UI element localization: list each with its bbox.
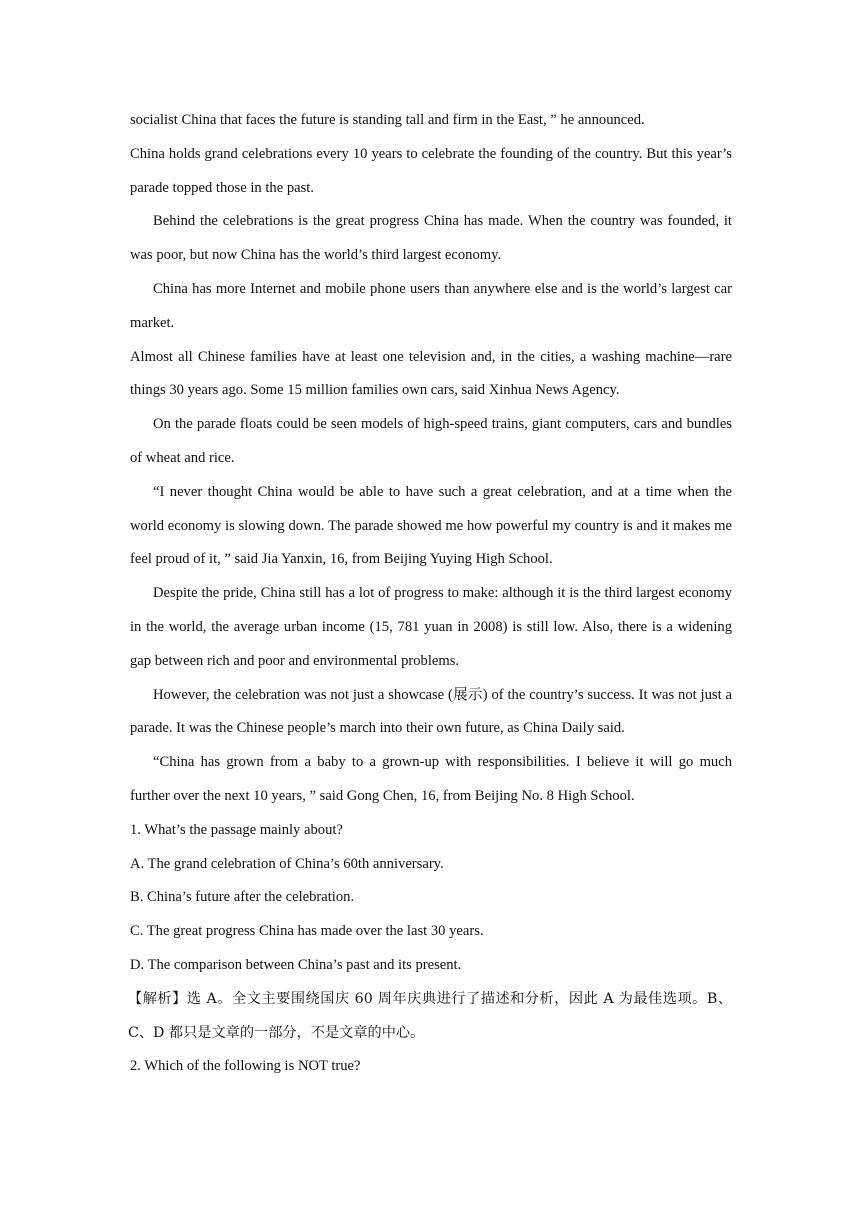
passage [130, 104, 732, 814]
passage-paragraph: However, the celebration was not just a showcase (展示) of the country’s success. It was not just a parade. It was the Chinese people’s march into their own future, as China Daily said. [130, 686, 732, 737]
option-d: D. The comparison between China’s past and its present. [130, 956, 462, 973]
passage-paragraph: Despite the pride, China still has a lot of progress to make: although it is the third largest economy in the world, the average urban income (15, 781 yuan in 2008) is still low. Also, there is a widening gap between rich and poor and environmental problems. [130, 585, 732, 669]
passage-paragraph: China has more Internet and mobile phone users than anywhere else and is the world’s largest car market. [130, 280, 732, 331]
answer-analysis: 【解析】选 A。全文主要围绕国庆 60 周年庆典进行了描述和分析，因此 A 为最佳选项。B、C、D 都只是文章的一部分，不是文章的中心。 [128, 990, 732, 1041]
passage-paragraph: “I never thought China would be able to have such a great celebration, and at a time when the world economy is slowing down. The parade showed me how powerful my country is and it makes me feel proud of it, ” said Jia Yanxin, 16, from Beijing Yuying High School. [130, 483, 732, 568]
option-a: A. The grand celebration of China’s 60th anniversary. [130, 855, 444, 872]
passage-paragraph: Almost all Chinese families have at least one television and, in the cities, a washing machine—rare things 30 years ago. Some 15 million families own cars, said Xinhua News Agency. [130, 348, 732, 399]
passage-paragraph: socialist China that faces the future is standing tall and firm in the East, ” he announced. [130, 112, 645, 128]
passage-paragraph: China holds grand celebrations every 10 years to celebrate the founding of the country. But this year’s parade topped those in the past. [130, 145, 732, 196]
passage-paragraph: Behind the celebrations is the great progress China has made. When the country was founded, it was poor, but now China has the world’s third largest economy. [130, 213, 732, 264]
passage-paragraph: “China has grown from a baby to a grown-up with responsibilities. I believe it will go much further over the next 10 years, ” said Gong Chen, 16, from Beijing No. 8 High School. [130, 754, 732, 804]
option-b: B. China’s future after the celebration. [130, 889, 355, 906]
question-1 [130, 814, 732, 983]
option-c: C. The great progress China has made over the last 30 years. [130, 923, 484, 940]
passage-paragraph: On the parade floats could be seen models of high-speed trains, giant computers, cars and bundles of wheat and rice. [130, 416, 732, 466]
document-page [130, 104, 732, 1084]
question-stem: 1. What’s the passage mainly about? [130, 821, 343, 838]
question-2-stem: 2. Which of the following is NOT true? [130, 1058, 361, 1075]
